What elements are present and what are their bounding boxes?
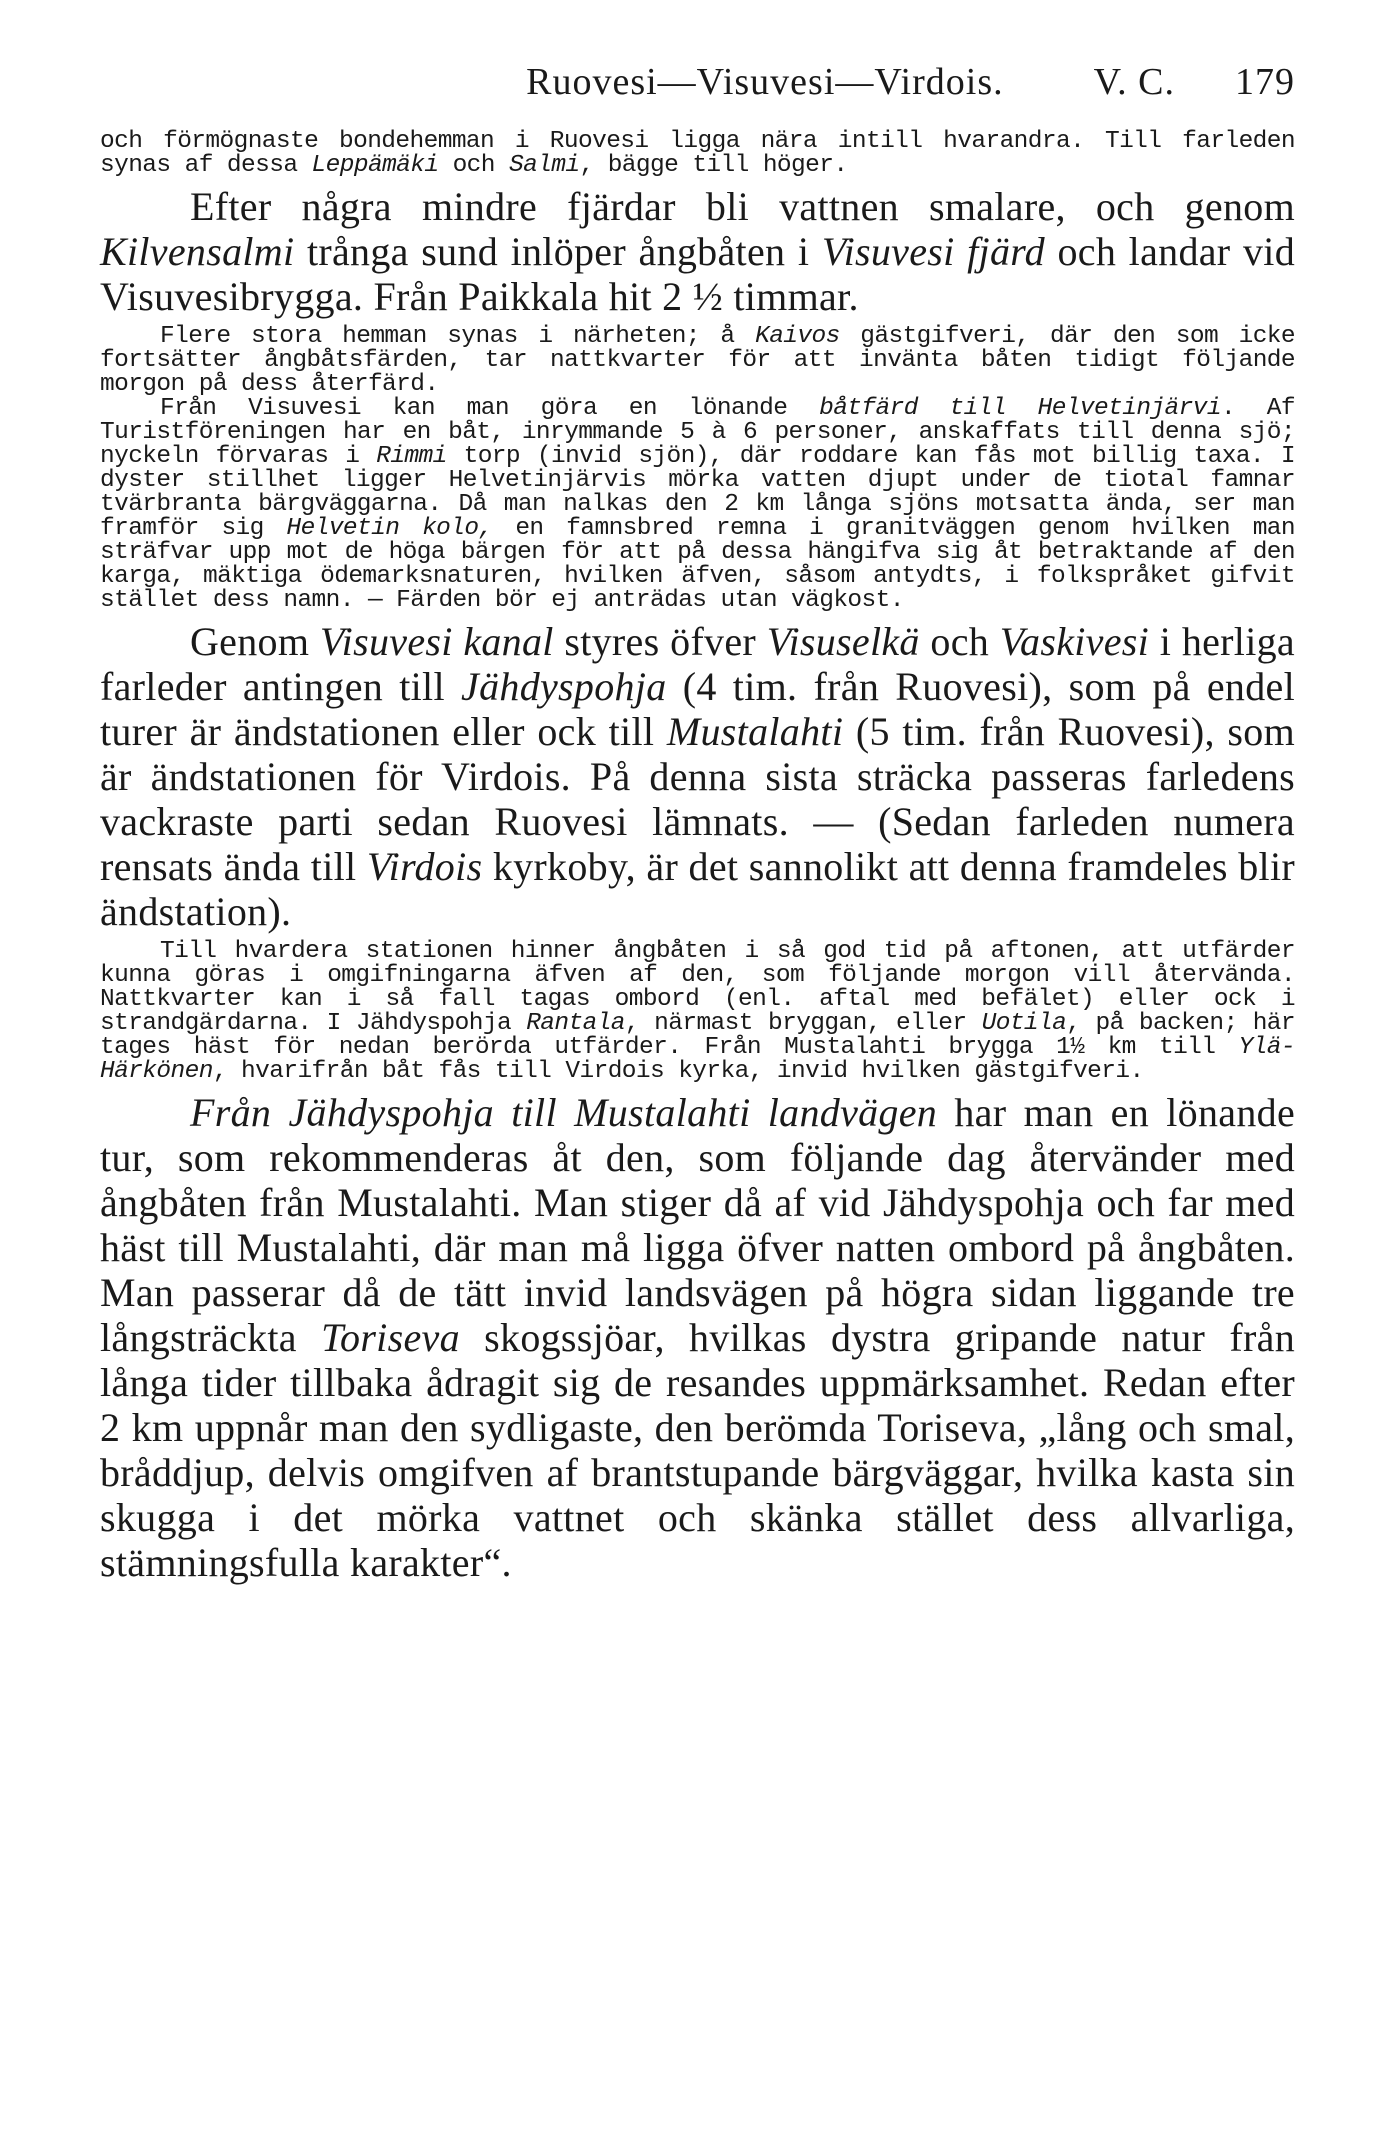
italic-place: Ylä-Härkönen (100, 1034, 1295, 1085)
paragraph-6 (100, 940, 1295, 1084)
italic-place: Visuvesi kanal (319, 619, 554, 664)
italic-heading: Från Jähdyspohja till Mustalahti landvägen (190, 1090, 938, 1135)
text-run: Från Visuvesi kan man göra en lönande (160, 395, 820, 422)
text-run: och landar vid Visuvesibrygga. Från Paikkala hit 2 ½ timmar. (100, 229, 1295, 319)
italic-place: Visuvesi fjärd (821, 229, 1045, 274)
italic-place: Mustalahti (666, 709, 844, 754)
paragraph-5 (100, 619, 1295, 934)
paragraph-2 (100, 184, 1295, 319)
italic-place: Leppämäki (311, 152, 439, 179)
paragraph-1 (100, 130, 1295, 178)
text-run: och (438, 152, 509, 179)
italic-place: Rimmi (376, 443, 447, 470)
text-run: , närmast bryggan, eller (624, 1010, 982, 1037)
text-run: en famnsbred remna i granitväggen genom hvilken man sträfvar upp mot de höga bärgen för att på dessa hängifva sig åt betraktande af den karga, mäktiga ödemarksnaturen, hvilken äfven, såsom antydts, i folkspråket gifvit stället dess namn. — Färden bör ej anträdas utan vägkost. (100, 515, 1296, 614)
text-run: Efter några mindre fjärdar bli vattnen smalare, och genom (190, 184, 1295, 229)
text-run: Till hvardera stationen hinner ångbåten i så god tid på aftonen, att utfärder kunna göras i omgifningarna äfven af den, som följande morgon vill återvända. Nattkvarter kan i så fall tagas ombord (enl. aftal med befälet) eller ock i strandgärdarna. I Jähdyspohja (100, 938, 1295, 1037)
italic-place: Uotila (981, 1010, 1067, 1037)
text-run: torp (invid sjön), där roddare kan fås mot billig taxa. I dyster stillhet ligger Helvetinjärvis mörka vatten djupt under de tiotal famnar tvärbranta bärgväggarna. Då man nalkas den 2 km långa sjöns motsatta ända, ser man framför sig (100, 443, 1295, 542)
page-number: 179 (1235, 61, 1295, 103)
section-code: V. C. (1093, 61, 1175, 103)
text-run: . Af Turistföreningen har en båt, inrymmande 5 à 6 personer, anskaffats till denna sjö; nyckeln förvaras i (100, 395, 1295, 470)
italic-place: Vaskivesi (999, 619, 1150, 664)
italic-place: Toriseva (321, 1315, 460, 1360)
text-run: har man en lönande tur, som rekommenderas åt den, som följande dag återvänder med ångbåten från Mustalahti. Man stiger då af vid Jähdyspohja och far med häst till Mustalahti, där man må ligga öfver natten ombord på ångbåten. Man passerar då de tätt invid landsvägen på högra sidan liggande tre långsträckta (100, 1090, 1295, 1360)
italic-place: Rantala (526, 1010, 625, 1037)
text-run: kyrkoby, är det sannolikt att denna framdeles blir ändstation). (100, 844, 1296, 934)
paragraph-7 (100, 1090, 1295, 1585)
italic-place: Salmi (508, 152, 580, 179)
paragraph-3 (100, 325, 1295, 397)
italic-place: Virdois (366, 844, 483, 889)
italic-place: Helvetin kolo, (286, 515, 493, 542)
italic-place: båtfärd till Helvetinjärvi (819, 395, 1221, 422)
text-run: Flere stora hemman synas i närheten; å (160, 323, 756, 350)
text-run: Genom (190, 619, 320, 664)
text-run: styres öfver (553, 619, 767, 664)
page-header (100, 60, 1295, 130)
text-run: (4 tim. från Ruovesi), som på endel turer är ändstationen eller ock till (100, 664, 1295, 754)
text-run: skogssjöar, hvilkas dystra gripande natur från långa tider tillbaka ådragit sig de resandes uppmärksamhet. Redan efter 2 km uppnår man den sydligaste, den berömda Toriseva, „lång och smal, bråddjup, delvis omgifven af brantstupande bärgväggar, hvilka kasta sin skugga i det mörka vattnet och skänka stället dess allvarliga, stämningsfulla karakter“. (100, 1315, 1295, 1585)
text-run: i herliga farleder antingen till (100, 619, 1295, 709)
text-run: och förmögnaste bondehemman i Ruovesi ligga nära intill hvarandra. Till farleden synas af dessa (100, 128, 1295, 179)
text-run: , hvarifrån båt fås till Virdois kyrka, invid hvilken gästgifveri. (212, 1058, 1144, 1085)
italic-place: Visuselkä (766, 619, 920, 664)
text-run: (5 tim. från Ruovesi), som är ändstationen för Virdois. På denna sista sträcka passeras farledens vackraste parti sedan Ruovesi lämnats. — (Sedan farleden numera rensats ända till (100, 709, 1295, 889)
book-page (100, 60, 1295, 2120)
text-run: , på backen; här tages häst för nedan berörda utfärder. Från Mustalahti brygga 1½ km till (100, 1010, 1296, 1061)
italic-place: Kaivos (755, 323, 840, 350)
text-run: och (919, 619, 1000, 664)
text-run: gästgifveri, där den som icke fortsätter ångbåtsfärden, tar nattkvarter för att invänta båten tidigt följande morgon på dess återfärd. (100, 323, 1295, 398)
italic-place: Kilvensalmi (100, 229, 295, 274)
text-run: , bägge till höger. (579, 152, 848, 179)
text-run: trånga sund inlöper ångbåten i (294, 229, 822, 274)
italic-place: Jähdyspohja (461, 664, 667, 709)
running-title: Ruovesi—Visuvesi—Virdois. (526, 61, 1004, 103)
paragraph-4 (100, 397, 1295, 613)
